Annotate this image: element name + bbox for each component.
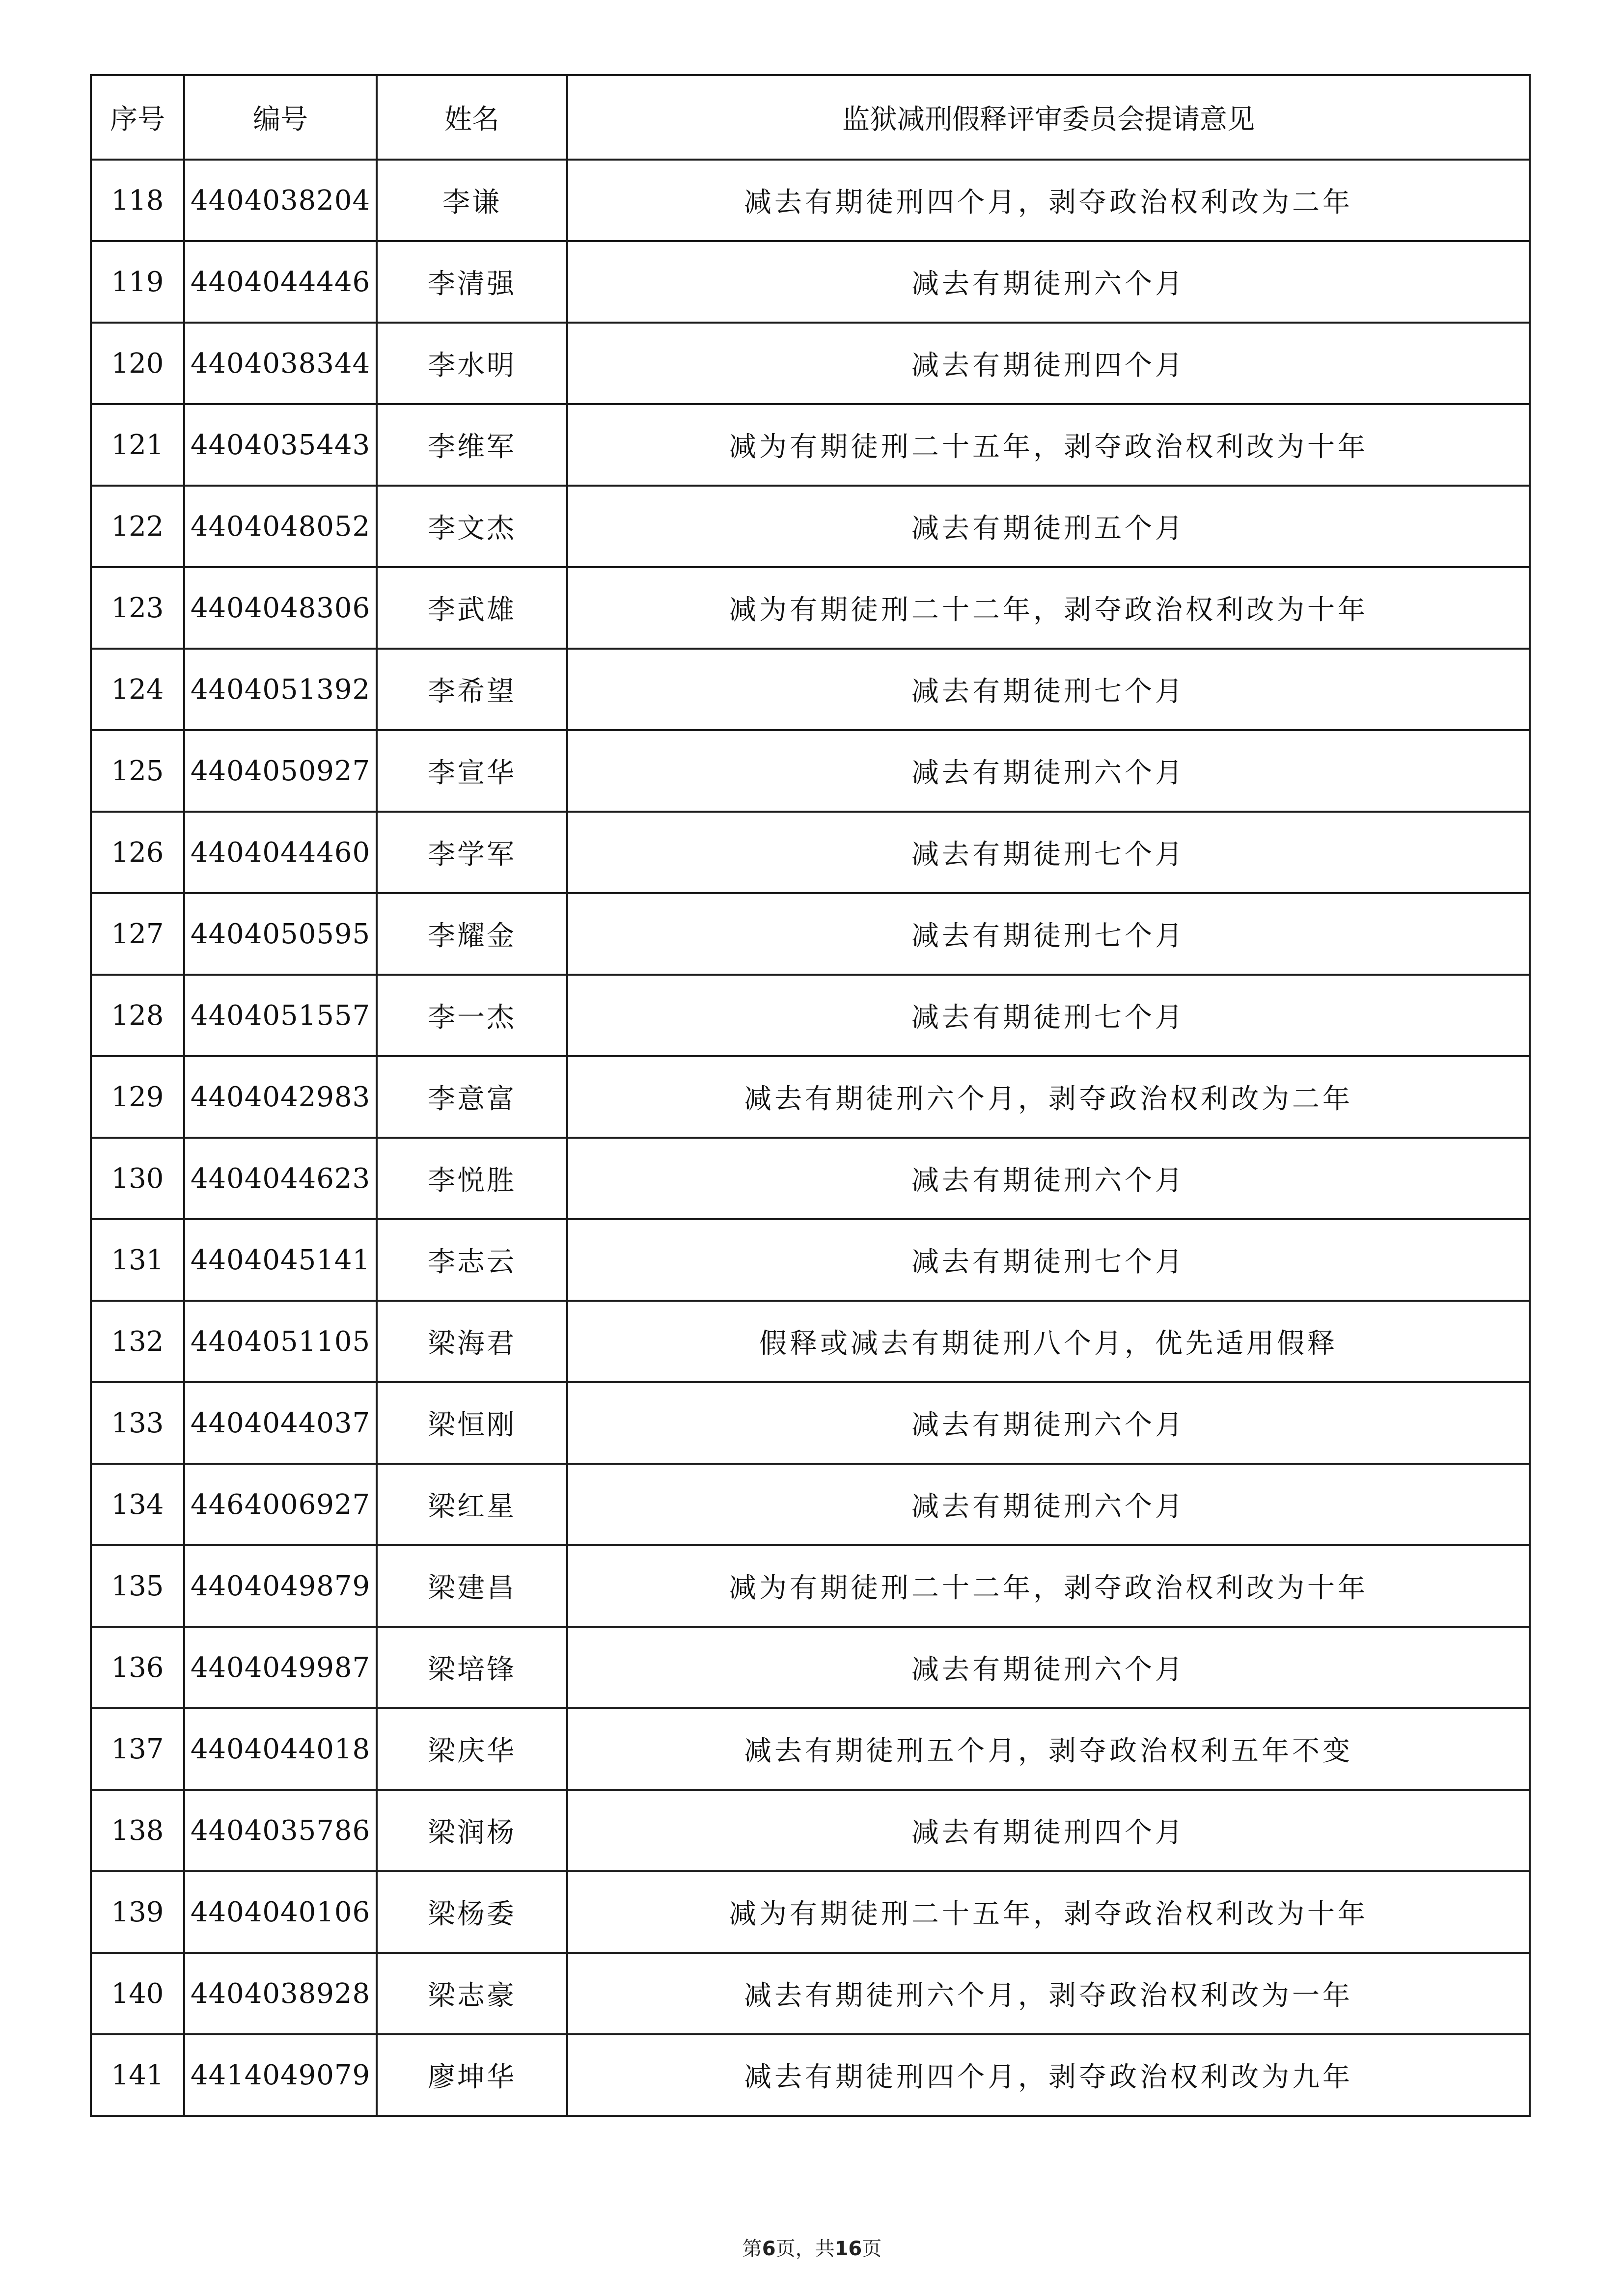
row-opinion: 减去有期徒刑四个月，剥夺政治权利改为二年 <box>567 160 1530 241</box>
row-number: 4404038928 <box>184 1953 377 2034</box>
row-seq: 139 <box>91 1871 184 1953</box>
row-name: 李维军 <box>377 404 567 486</box>
row-name: 梁杨委 <box>377 1871 567 1953</box>
row-name: 李悦胜 <box>377 1138 567 1219</box>
row-number: 4404044460 <box>184 812 377 893</box>
row-opinion: 减去有期徒刑七个月 <box>567 812 1530 893</box>
table-row <box>91 893 1530 975</box>
row-number: 4404050595 <box>184 893 377 975</box>
row-name: 李武雄 <box>377 567 567 649</box>
table-row <box>91 567 1530 649</box>
row-name: 梁润杨 <box>377 1790 567 1871</box>
row-number: 4404044446 <box>184 241 377 323</box>
row-name: 梁海君 <box>377 1301 567 1382</box>
table-row <box>91 1790 1530 1871</box>
row-seq: 140 <box>91 1953 184 2034</box>
row-seq: 134 <box>91 1464 184 1545</box>
row-seq: 138 <box>91 1790 184 1871</box>
table-header-row <box>91 75 1530 160</box>
table-body <box>91 160 1530 2116</box>
row-opinion: 减为有期徒刑二十二年，剥夺政治权利改为十年 <box>567 567 1530 649</box>
row-number: 4404038344 <box>184 323 377 404</box>
table-row <box>91 1545 1530 1627</box>
row-seq: 122 <box>91 486 184 567</box>
row-seq: 135 <box>91 1545 184 1627</box>
table-row <box>91 730 1530 812</box>
row-number: 4404044018 <box>184 1708 377 1790</box>
row-opinion: 减去有期徒刑六个月 <box>567 730 1530 812</box>
footer-total-pages: 16 <box>834 2238 862 2260</box>
table-row <box>91 1301 1530 1382</box>
row-opinion: 减去有期徒刑七个月 <box>567 1219 1530 1301</box>
row-seq: 133 <box>91 1382 184 1464</box>
header-name: 姓名 <box>377 75 567 160</box>
header-opinion: 监狱减刑假释评审委员会提请意见 <box>567 75 1530 160</box>
row-opinion: 减去有期徒刑六个月 <box>567 1382 1530 1464</box>
row-opinion: 减去有期徒刑六个月，剥夺政治权利改为二年 <box>567 1056 1530 1138</box>
row-opinion: 减为有期徒刑二十五年，剥夺政治权利改为十年 <box>567 404 1530 486</box>
row-seq: 132 <box>91 1301 184 1382</box>
row-name: 梁庆华 <box>377 1708 567 1790</box>
row-seq: 128 <box>91 975 184 1056</box>
row-opinion: 减去有期徒刑六个月 <box>567 1138 1530 1219</box>
table-row <box>91 241 1530 323</box>
row-name: 梁培锋 <box>377 1627 567 1708</box>
row-opinion: 减去有期徒刑六个月 <box>567 1464 1530 1545</box>
row-name: 梁恒刚 <box>377 1382 567 1464</box>
row-opinion: 减去有期徒刑六个月 <box>567 1627 1530 1708</box>
row-opinion: 减去有期徒刑五个月，剥夺政治权利五年不变 <box>567 1708 1530 1790</box>
row-number: 4404044623 <box>184 1138 377 1219</box>
row-seq: 119 <box>91 241 184 323</box>
page-footer <box>0 2233 1624 2261</box>
row-number: 4404044037 <box>184 1382 377 1464</box>
row-name: 李一杰 <box>377 975 567 1056</box>
commutation-table <box>90 74 1531 2117</box>
row-opinion: 减为有期徒刑二十二年，剥夺政治权利改为十年 <box>567 1545 1530 1627</box>
row-number: 4404045141 <box>184 1219 377 1301</box>
row-seq: 126 <box>91 812 184 893</box>
row-opinion: 减去有期徒刑六个月，剥夺政治权利改为一年 <box>567 1953 1530 2034</box>
row-number: 4404042983 <box>184 1056 377 1138</box>
row-opinion: 减去有期徒刑四个月 <box>567 1790 1530 1871</box>
row-number: 4404049879 <box>184 1545 377 1627</box>
row-seq: 125 <box>91 730 184 812</box>
row-seq: 120 <box>91 323 184 404</box>
footer-suffix: 页 <box>862 2238 882 2260</box>
row-seq: 118 <box>91 160 184 241</box>
row-name: 梁红星 <box>377 1464 567 1545</box>
row-number: 4404035443 <box>184 404 377 486</box>
row-name: 李清强 <box>377 241 567 323</box>
row-number: 4404048306 <box>184 567 377 649</box>
row-name: 廖坤华 <box>377 2034 567 2116</box>
row-seq: 123 <box>91 567 184 649</box>
row-name: 李耀金 <box>377 893 567 975</box>
table-row <box>91 812 1530 893</box>
row-number: 4404035786 <box>184 1790 377 1871</box>
row-seq: 130 <box>91 1138 184 1219</box>
row-number: 4404051105 <box>184 1301 377 1382</box>
table-row <box>91 1382 1530 1464</box>
row-opinion: 减去有期徒刑五个月 <box>567 486 1530 567</box>
table-row <box>91 323 1530 404</box>
table-row <box>91 1871 1530 1953</box>
row-seq: 131 <box>91 1219 184 1301</box>
row-name: 梁志豪 <box>377 1953 567 2034</box>
row-name: 李宣华 <box>377 730 567 812</box>
table-row <box>91 2034 1530 2116</box>
row-number: 4404051392 <box>184 649 377 730</box>
row-seq: 136 <box>91 1627 184 1708</box>
header-seq: 序号 <box>91 75 184 160</box>
row-name: 李谦 <box>377 160 567 241</box>
row-number: 4404051557 <box>184 975 377 1056</box>
row-number: 4404048052 <box>184 486 377 567</box>
footer-middle: 页，共 <box>775 2238 835 2260</box>
table-row <box>91 1138 1530 1219</box>
row-opinion: 减去有期徒刑七个月 <box>567 649 1530 730</box>
row-number: 4404040106 <box>184 1871 377 1953</box>
row-seq: 137 <box>91 1708 184 1790</box>
table-row <box>91 1219 1530 1301</box>
row-name: 李学军 <box>377 812 567 893</box>
row-seq: 127 <box>91 893 184 975</box>
table-row <box>91 404 1530 486</box>
row-seq: 141 <box>91 2034 184 2116</box>
row-name: 李文杰 <box>377 486 567 567</box>
table-row <box>91 1056 1530 1138</box>
table-row <box>91 486 1530 567</box>
row-number: 4464006927 <box>184 1464 377 1545</box>
row-name: 梁建昌 <box>377 1545 567 1627</box>
header-number: 编号 <box>184 75 377 160</box>
table-row <box>91 160 1530 241</box>
footer-prefix: 第 <box>742 2238 762 2260</box>
row-number: 4404050927 <box>184 730 377 812</box>
row-opinion: 减去有期徒刑七个月 <box>567 893 1530 975</box>
footer-page-number: 6 <box>762 2238 776 2260</box>
row-opinion: 减为有期徒刑二十五年，剥夺政治权利改为十年 <box>567 1871 1530 1953</box>
row-opinion: 减去有期徒刑四个月 <box>567 323 1530 404</box>
row-seq: 129 <box>91 1056 184 1138</box>
table-row <box>91 649 1530 730</box>
row-name: 李希望 <box>377 649 567 730</box>
row-name: 李志云 <box>377 1219 567 1301</box>
row-seq: 124 <box>91 649 184 730</box>
row-opinion: 假释或减去有期徒刑八个月，优先适用假释 <box>567 1301 1530 1382</box>
row-number: 4404038204 <box>184 160 377 241</box>
row-seq: 121 <box>91 404 184 486</box>
row-number: 4414049079 <box>184 2034 377 2116</box>
table-row <box>91 975 1530 1056</box>
table-row <box>91 1627 1530 1708</box>
row-opinion: 减去有期徒刑四个月，剥夺政治权利改为九年 <box>567 2034 1530 2116</box>
table-row <box>91 1464 1530 1545</box>
table-row <box>91 1953 1530 2034</box>
row-name: 李水明 <box>377 323 567 404</box>
row-opinion: 减去有期徒刑六个月 <box>567 241 1530 323</box>
row-name: 李意富 <box>377 1056 567 1138</box>
table-row <box>91 1708 1530 1790</box>
row-opinion: 减去有期徒刑七个月 <box>567 975 1530 1056</box>
row-number: 4404049987 <box>184 1627 377 1708</box>
